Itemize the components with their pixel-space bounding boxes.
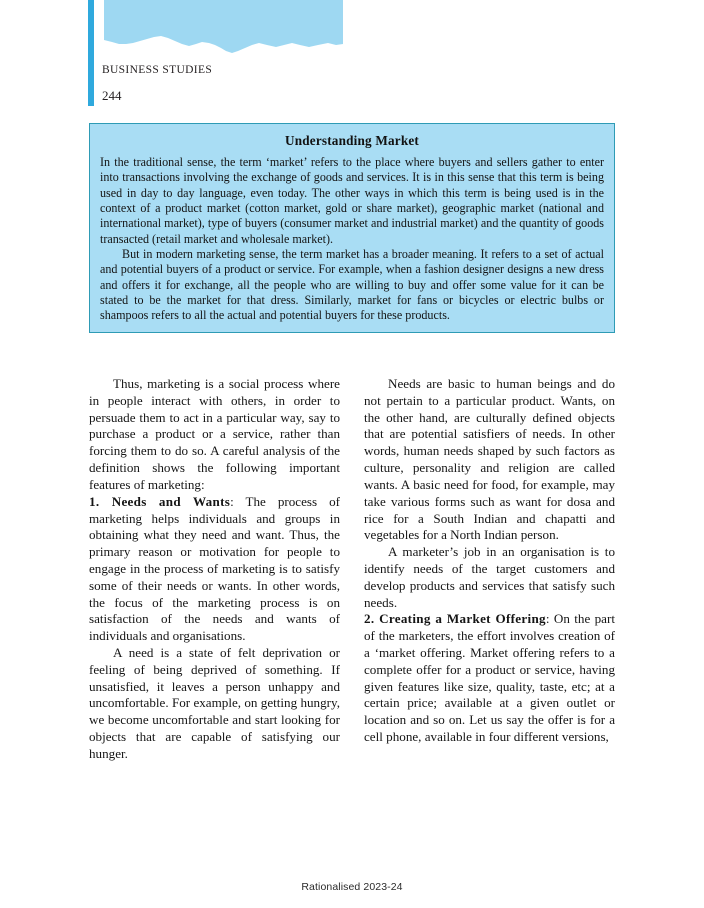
left-paragraph-1: Thus, marketing is a social process where in people interact with others, in order to persuade them to act in a particular way, say to purchase a product or a service, rather than forcing them to do so. A careful analysis of the definition shows the following important features of marketing: <box>89 376 340 492</box>
callout-paragraph-1: In the traditional sense, the term ‘market’ refers to the place where buyers and sellers gather to enter into transactions involving the exchange of goods and services. It is in this sense that this term is being used in day to day language, even today. The other ways in which this term is being used is in the context of a product market (cotton market, gold or share market), geographic market (national and international market), type of buyers (consumer market and industrial market) and the quantity of goods transacted (retail market and wholesale market). <box>100 155 604 246</box>
left-accent-rule <box>88 0 94 106</box>
right-paragraph-1: Needs are basic to human beings and do not pertain to a particular product. Wants, on the other hand, are culturally defined objects that are potential satisfiers of needs. In other words, human needs shaped by such factors as culture, personality and religion are called wants. A basic need for food, for example, may take various forms such as want for dosa and rice for a South Indian and chapatti and vegetables for a North Indian person. <box>364 376 615 543</box>
torn-paper-header-graphic <box>104 0 343 58</box>
heading-creating-a-market-offering: 2. Creating a Market Offering <box>364 611 546 627</box>
body-columns <box>89 376 616 763</box>
right-paragraph-3 <box>364 611 615 746</box>
left-paragraph-3: A need is a state of felt deprivation or feeling of being deprived of something. If unsatisfied, it leaves a person unhappy and uncomfortable. For example, on getting hungry, we become uncomfortable and start looking for objects that are capable of satisfying our hunger. <box>89 645 340 761</box>
footer-note: Rationalised 2023-24 <box>301 881 403 893</box>
left-column <box>89 376 340 763</box>
callout-title: Understanding Market <box>284 133 420 148</box>
left-paragraph-2-text: : The process of marketing helps individuals and groups in obtaining what they need and want. Thus, the primary reason or motivation for people to engage in the process of marketing is to satisfy some of their needs or wants. In other words, the focus of the marketing process is on satisfaction of the needs and wants of individuals and organisations. <box>89 493 340 644</box>
right-paragraph-2: A marketer’s job in an organisation is to identify needs of the target customers and develop products and services that satisfy such needs. <box>364 544 615 610</box>
heading-needs-and-wants: 1. Needs and Wants <box>89 493 231 509</box>
callout-paragraph-2: But in modern marketing sense, the term market has a broader meaning. It refers to a set of actual and potential buyers of a product or service. For example, when a fashion designer designs a new dress and offers it for exchange, all the people who are willing to buy and offer some value for it can be stated to be the market for that dress. Similarly, market for fans or bicycles or electric bulbs or shampoos refers to all the actual and potential buyers for these products. <box>100 247 604 323</box>
running-head: BUSINESS STUDIES <box>102 64 213 76</box>
right-paragraph-3-text: : On the part of the marketers, the effort involves creation of a ‘market offering. Market offering refers to a complete offer for a product or service, having given features like size, quality, taste, etc; at a certain price; available at a given outlet or location and so on. Let us say the offer is for a cell phone, available in four different versions, <box>364 611 615 745</box>
page-number: 244 <box>102 88 122 103</box>
right-column <box>364 376 615 763</box>
left-paragraph-2 <box>89 494 340 645</box>
understanding-market-callout <box>89 123 615 333</box>
